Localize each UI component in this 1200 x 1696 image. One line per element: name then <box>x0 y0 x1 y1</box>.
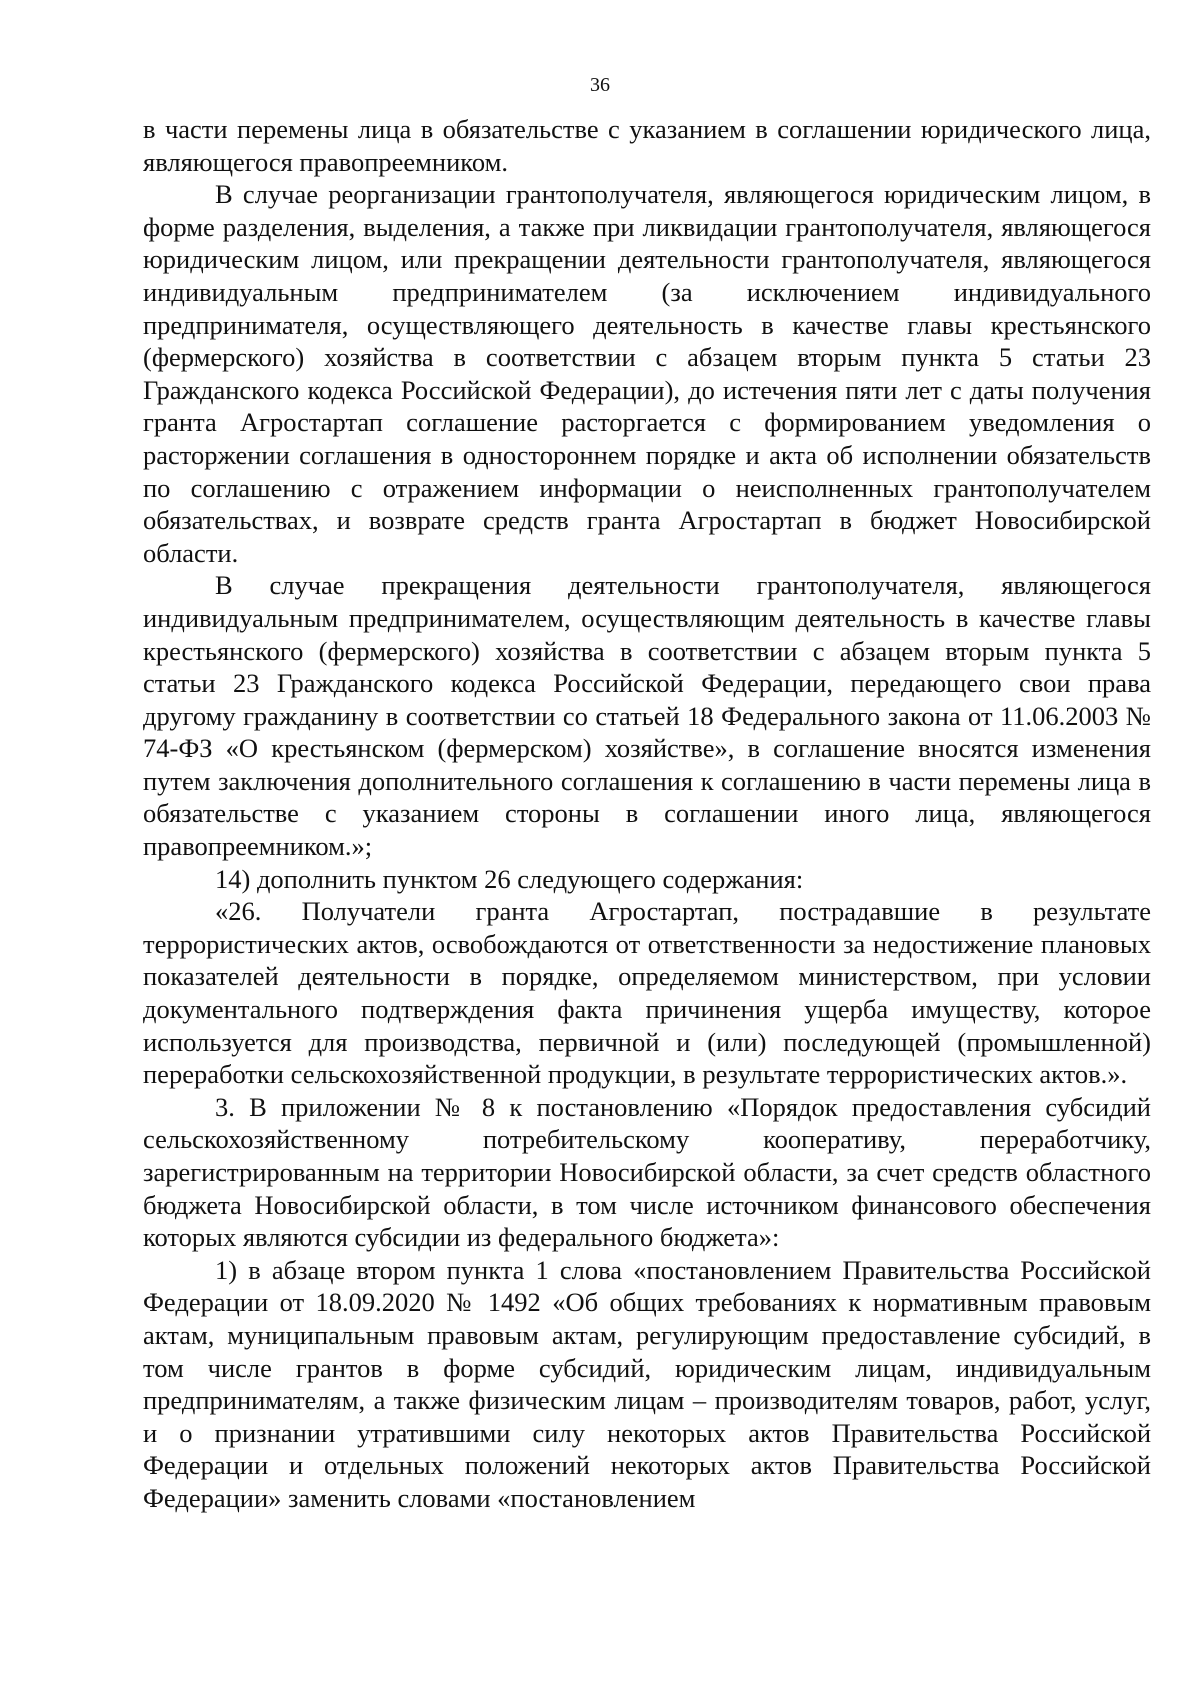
paragraph-4: 14) дополнить пунктом 26 следующего содержания: <box>215 863 804 894</box>
page-number: 36 <box>590 74 610 96</box>
paragraph-6: 3. В приложении № 8 к постановлению «Порядок предоставления субсидий сельскохозяйственному потребительскому кооперативу, переработчику, зарегистрированным на территории Новосибирской области, за счет средств областного бюджета Новосибирской области, в том числе источником финансового обеспечения которых являются субсидии из федерального бюджета»: <box>143 1091 1151 1253</box>
paragraph-2: В случае реорганизации грантополучателя, являющегося юридическим лицом, в форме разделения, выделения, а также при ликвидации грантополучателя, являющегося юридическим лицом, или прекращении деятельности грантополучателя, являющегося индивидуальным предпринимателем (за исключением индивидуального предпринимателя, осуществляющего деятельность в качестве главы крестьянского (фермерского) хозяйства в соответствии с абзацем вторым пункта 5 статьи 23 Гражданского кодекса Российской Федерации), до истечения пяти лет с даты получения гранта Агростартап соглашение расторгается с формированием уведомления о расторжении соглашения в одностороннем порядке и акта об исполнении обязательств по соглашению с отражением информации о неисполненных грантополучателем обязательствах, и возврате средств гранта Агростартап в бюджет Новосибирской области. <box>143 179 1151 568</box>
paragraph-1: в части перемены лица в обязательстве с указанием в соглашении юридического лица, являющегося правопреемником. <box>143 114 1151 177</box>
document-body <box>143 113 1151 1515</box>
paragraph-5: «26. Получатели гранта Агростартап, пострадавшие в результате террористических актов, освобождаются от ответственности за недостижение плановых показателей деятельности в порядке, определяемом министерством, при условии документального подтверждения факта причинения ущерба имуществу, которое используется для производства, первичной и (или) последующей (промышленной) переработки сельскохозяйственной продукции, в результате террористических актов.». <box>143 896 1151 1090</box>
paragraph-3: В случае прекращения деятельности грантополучателя, являющегося индивидуальным предпринимателем, осуществляющим деятельность в качестве главы крестьянского (фермерского) хозяйства в соответствии с абзацем вторым пункта 5 статьи 23 Гражданского кодекса Российской Федерации, передающего свои права другому гражданину в соответствии со статьей 18 Федерального закона от 11.06.2003 № 74-ФЗ «О крестьянском (фермерском) хозяйстве», в соглашение вносятся изменения путем заключения дополнительного соглашения к соглашению в части перемены лица в обязательстве с указанием стороны в соглашении иного лица, являющегося правопреемником.»; <box>143 570 1151 862</box>
paragraph-7: 1) в абзаце втором пункта 1 слова «постановлением Правительства Российской Федерации от 18.09.2020 № 1492 «Об общих требованиях к нормативным правовым актам, муниципальным правовым актам, регулирующим предоставление субсидий, в том числе грантов в форме субсидий, юридическим лицам, индивидуальным предпринимателям, а также физическим лицам – производителям товаров, работ, услуг, и о признании утратившими силу некоторых актов Правительства Российской Федерации и отдельных положений некоторых актов Правительства Российской Федерации» заменить словами «постановлением <box>143 1254 1151 1513</box>
